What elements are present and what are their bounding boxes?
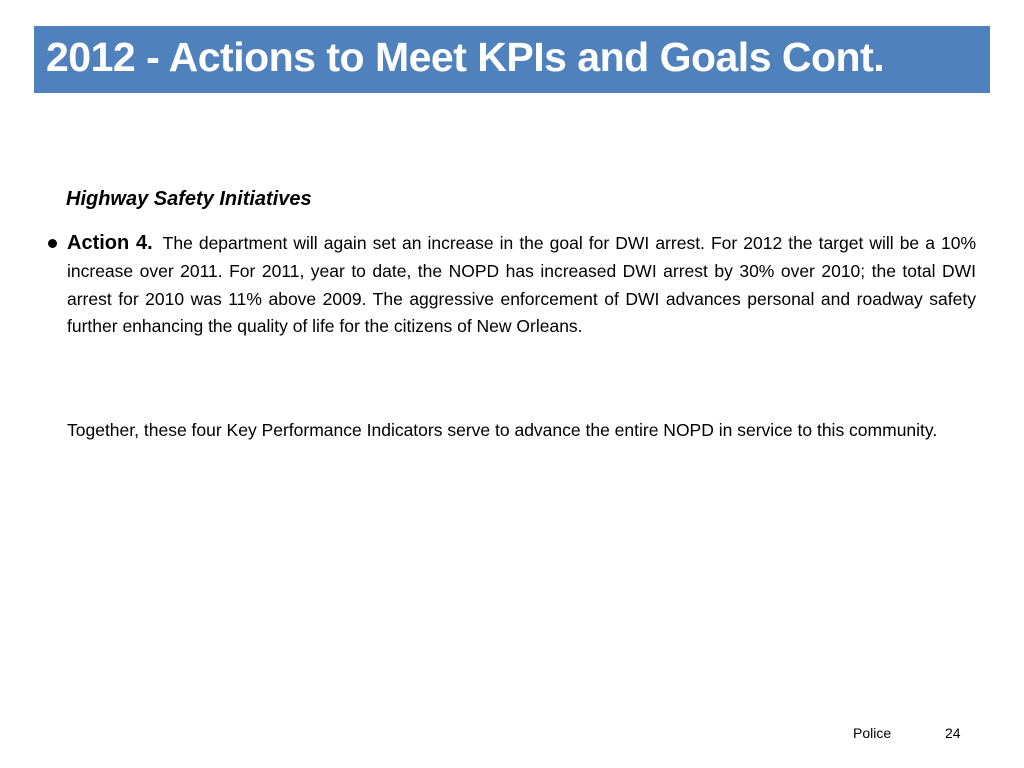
title-bar — [34, 26, 990, 93]
action-label: Action 4. — [67, 232, 153, 254]
page-number: 24 — [945, 725, 961, 741]
footer-label: Police — [853, 725, 892, 741]
action-paragraph — [67, 230, 976, 341]
action-text: The department will again set an increase in the goal for DWI arrest. For 2012 the target will be a 10% increase over 2011. For 2011, year to date, the NOPD has increased DWI arrest by 30% over 2010; the total DWI arrest for 2010 was 11% above 2009. The aggressive enforcement of DWI advances personal and roadway safety further enhancing the quality of life for the citizens of New Orleans. — [67, 233, 977, 337]
page-title: 2012 - Actions to Meet KPIs and Goals Cont. — [46, 34, 885, 80]
section-heading: Highway Safety Initiatives — [66, 188, 312, 210]
bullet-icon — [48, 239, 57, 248]
closing-paragraph: Together, these four Key Performance Indicators serve to advance the entire NOPD in service to this community. — [67, 420, 938, 440]
